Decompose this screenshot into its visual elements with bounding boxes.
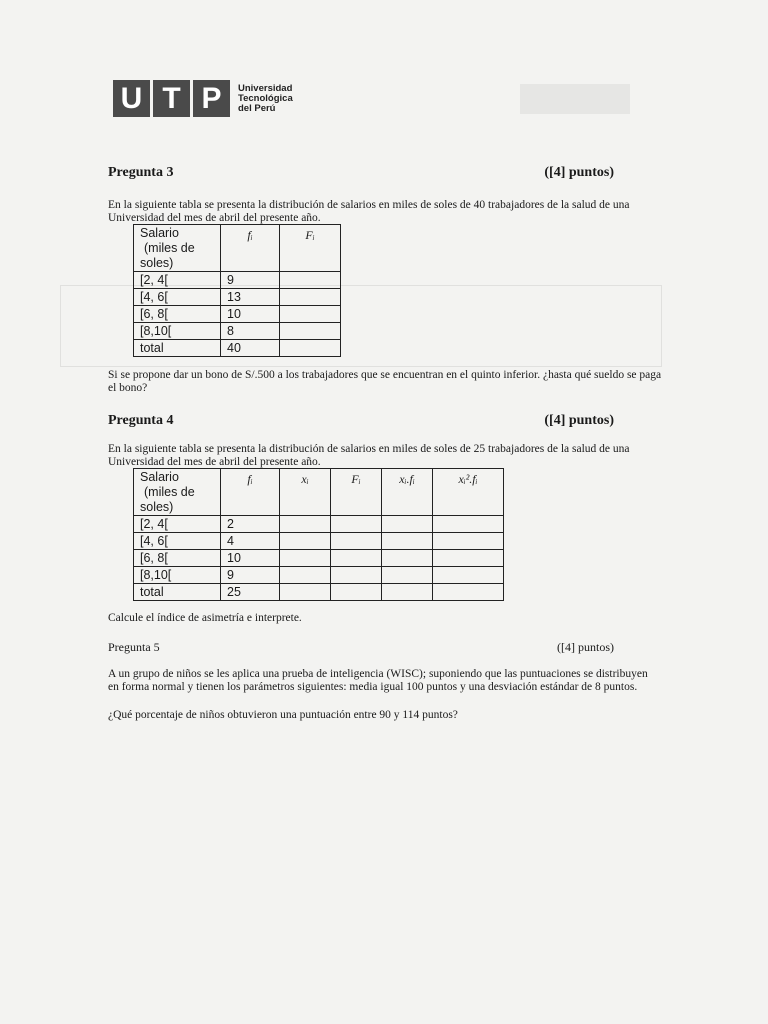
table-row: [2, 4[ 2 [134,516,504,533]
q4-intro: En la siguiente tabla se presenta la distribución de salarios en miles de soles de 25 trabajadores de la salud de una Universidad del mes de abril del presente año. [108,443,630,468]
table-row: [2, 4[ 9 [134,272,341,289]
q4-header-Fi: Fᵢ [331,469,382,516]
utp-logo-text [238,84,293,114]
q3-question: Si se propone dar un bono de S/.500 a los trabajadores que se encuentran en el quinto inferior. ¿hasta qué sueldo se paga el bono? [108,369,662,394]
q4-title: Pregunta 4 [108,413,174,428]
q3-heading [108,165,614,181]
table-row: [8,10[ 8 [134,323,341,340]
q5-heading [108,640,614,655]
q4-header-xifi: xᵢ.fᵢ [382,469,433,516]
table-header-row [134,225,341,272]
table-row: [6, 8[ 10 [134,550,504,567]
table-row: total 25 [134,584,504,601]
q3-header-Fi: Fᵢ [280,225,341,272]
utp-logo-mark [113,80,230,117]
table-row: [6, 8[ 10 [134,306,341,323]
q5-question: ¿Qué porcentaje de niños obtuvieron una puntuación entre 90 y 114 puntos? [108,709,458,721]
q4-header-xi2fi: xᵢ².fᵢ [433,469,504,516]
q4-header-salario: Salario (miles de soles) [134,469,221,516]
q4-heading [108,413,614,429]
show-through-logo [520,84,630,114]
q4-question: Calcule el índice de asimetría e interprete. [108,612,302,624]
logo-text-line1: Universidad [238,82,293,94]
q3-title: Pregunta 3 [108,165,174,180]
logo-text-line2: Tecnológica [238,92,293,104]
q3-header-salario: Salario (miles de soles) [134,225,221,272]
q3-header-fi: fᵢ [221,225,280,272]
logo-letter-t: T [162,81,181,115]
table-row: [4, 6[ 4 [134,533,504,550]
logo-letter-p: P [201,81,222,115]
table-row: total 40 [134,340,341,357]
table-row: [4, 6[ 13 [134,289,341,306]
q4-header-fi: fᵢ [221,469,280,516]
q4-header-xi: xᵢ [280,469,331,516]
q5-points: ([4] puntos) [557,640,614,654]
q4-table [133,468,504,601]
q3-points: ([4] puntos) [544,165,614,180]
q3-intro: En la siguiente tabla se presenta la distribución de salarios en miles de soles de 40 trabajadores de la salud de una Universidad del mes de abril del presente año. [108,199,630,224]
q3-table [133,224,341,357]
table-row: [8,10[ 9 [134,567,504,584]
q4-points: ([4] puntos) [544,413,614,428]
q5-intro: A un grupo de niños se les aplica una prueba de inteligencia (WISC); suponiendo que las puntuaciones se distribuyen en forma normal y tienen los parámetros siguientes: media igual 100 puntos y una desviación estándar de 8 puntos. [108,668,648,693]
logo-text-line3: del Perú [238,102,276,114]
q5-title: Pregunta 5 [108,640,160,654]
table-header-row [134,469,504,516]
utp-logo [113,80,293,117]
logo-letter-u: U [120,81,143,115]
